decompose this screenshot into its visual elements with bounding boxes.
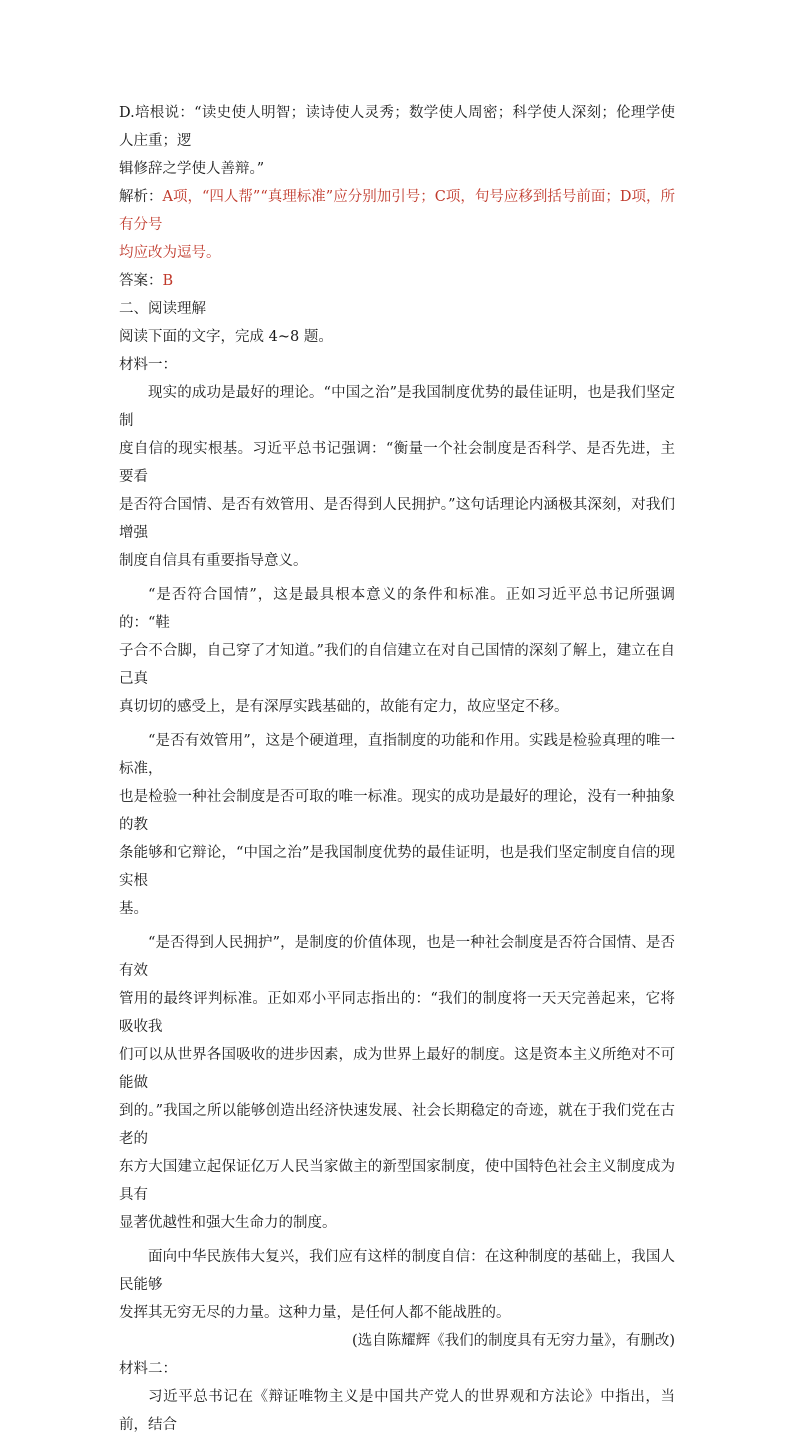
analysis-text-1: A项，“四人帮”“真理标准”应分别加引号；C项，句号应移到括号前面；D项，所有分号 <box>119 189 675 233</box>
text-line: 度自信的现实根基。习近平总书记强调：“衡量一个社会制度是否科学、是否先进，主要看 <box>119 441 675 485</box>
text-line: 子合不合脚，自己穿了才知道。”我们的自信建立在对自己国情的深刻了解上，建立在自己真 <box>119 643 675 687</box>
text-line: 也是检验一种社会制度是否可取的唯一标准。现实的成功是最好的理论，没有一种抽象的教 <box>119 789 675 833</box>
answer-value: B <box>162 273 174 289</box>
text-line: 管用的最终评判标准。正如邓小平同志指出的：“我们的制度将一天天完善起来，它将吸收我 <box>119 991 675 1035</box>
text-line: 们可以从世界各国吸收的进步因素，成为世界上最好的制度。这是资本主义所绝对不可能做 <box>119 1047 675 1091</box>
section-title: 二、阅读理解 <box>119 301 206 317</box>
text-line: “是否得到人民拥护”，是制度的价值体现，也是一种社会制度是否符合国情、是否有效 <box>119 935 675 979</box>
answer-label: 答案： <box>119 273 163 289</box>
text-line: “是否符合国情”，这是最具根本意义的条件和标准。正如习近平总书记所强调的：“鞋 <box>119 587 675 631</box>
text-line: “是否有效管用”，这是个硬道理，直指制度的功能和作用。实践是检验真理的唯一标准， <box>119 733 675 777</box>
text-line: 发挥其无穷无尽的力量。这种力量，是任何人都不能战胜的。 <box>119 1305 511 1321</box>
analysis-line-2: 均应改为逗号。 <box>119 245 221 261</box>
analysis-label: 解析： <box>119 189 163 205</box>
text-line: 面向中华民族伟大复兴，我们应有这样的制度自信：在这种制度的基础上，我国人民能够 <box>119 1249 675 1293</box>
answer-line <box>119 267 675 295</box>
material-2-paragraph-1 <box>119 1383 675 1439</box>
material-1-paragraph-4 <box>119 929 675 1237</box>
material-2-label: 材料二： <box>119 1361 177 1377</box>
material-1-paragraph-2 <box>119 581 675 721</box>
material-1-paragraph-5 <box>119 1243 675 1327</box>
text-line: 条能够和它辩论，“中国之治”是我国制度优势的最佳证明，也是我们坚定制度自信的现实根 <box>119 845 675 889</box>
material-1-source: (选自陈耀辉《我们的制度具有无穷力量》，有删改) <box>351 1333 675 1349</box>
text-line: 习近平总书记在《辩证唯物主义是中国共产党人的世界观和方法论》中指出，当前，结合 <box>119 1389 675 1433</box>
text-line: 制度自信具有重要指导意义。 <box>119 553 308 569</box>
text-line: 真切切的感受上，是有深厚实践基础的，故能有定力，故应坚定不移。 <box>119 699 569 715</box>
text-line: 现实的成功是最好的理论。“中国之治”是我国制度优势的最佳证明，也是我们坚定制 <box>119 385 675 429</box>
text-line: 显著优越性和强大生命力的制度。 <box>119 1215 337 1231</box>
text-line: 基。 <box>119 901 148 917</box>
text-line: 到的。”我国之所以能够创造出经济快速发展、社会长期稳定的奇迹，就在于我们党在古老的 <box>119 1103 675 1147</box>
option-d-line-2: 辑修辞之学使人善辩。” <box>119 161 265 177</box>
analysis-line-1 <box>119 183 675 239</box>
option-d-line-1: D.培根说：“读史使人明智；读诗使人灵秀；数学使人周密；科学使人深刻；伦理学使人庄重；逻 <box>119 105 675 149</box>
material-1-label: 材料一： <box>119 357 177 373</box>
text-line: 东方大国建立起保证亿万人民当家做主的新型国家制度，使中国特色社会主义制度成为具有 <box>119 1159 675 1203</box>
text-line: 是否符合国情、是否有效管用、是否得到人民拥护。”这句话理论内涵极其深刻，对我们增强 <box>119 497 675 541</box>
document-page <box>119 99 675 1439</box>
instruction: 阅读下面的文字，完成 4~8 题。 <box>119 329 333 345</box>
material-1-paragraph-1 <box>119 379 675 575</box>
material-1-paragraph-3 <box>119 727 675 923</box>
